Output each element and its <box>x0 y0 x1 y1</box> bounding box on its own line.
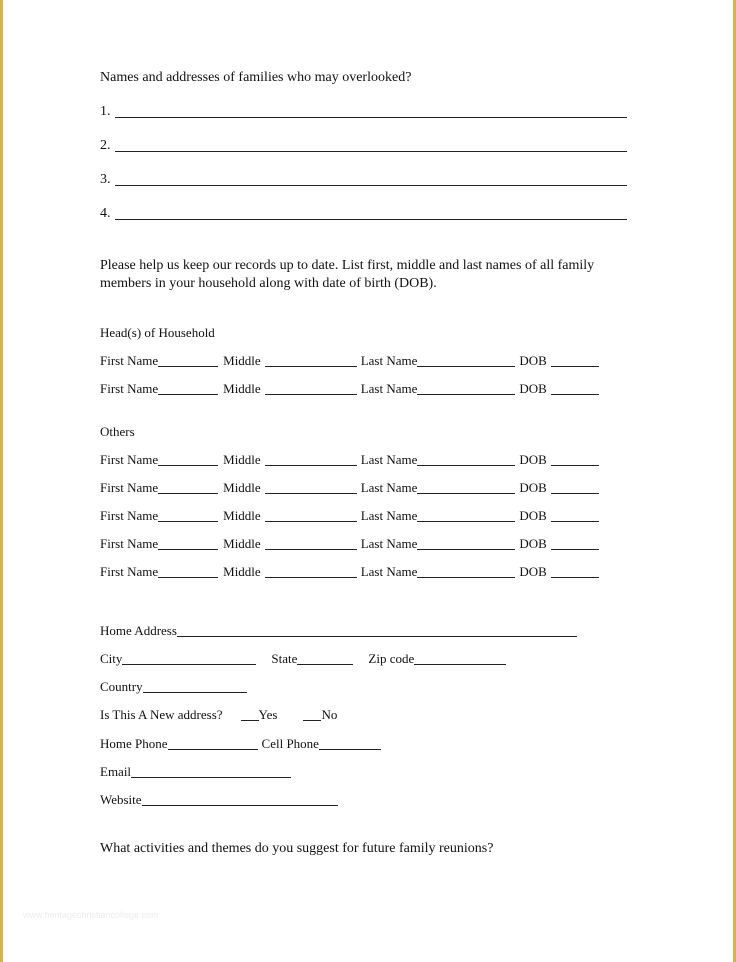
first-name-label: First Name <box>100 353 159 368</box>
new-address-question: Is This A New address? <box>100 707 223 722</box>
first-name-label: First Name <box>100 508 159 523</box>
first-name-label: First Name <box>100 452 159 467</box>
no-blank[interactable] <box>303 708 321 721</box>
last-name-blank[interactable] <box>417 565 515 578</box>
yes-label: Yes <box>258 707 278 722</box>
dob-blank[interactable] <box>551 354 599 367</box>
state-label: State <box>271 651 298 666</box>
first-name-blank[interactable] <box>158 354 218 367</box>
country-row <box>100 679 247 695</box>
email-row <box>100 764 291 780</box>
overlooked-number: 3. <box>100 172 111 187</box>
dob-label: DOB <box>519 536 547 551</box>
form-page <box>3 0 733 962</box>
member-row <box>100 452 599 468</box>
dob-blank[interactable] <box>551 382 599 395</box>
cell-phone-label: Cell Phone <box>261 736 319 751</box>
last-name-blank[interactable] <box>417 537 515 550</box>
zip-label: Zip code <box>368 651 415 666</box>
city-field[interactable] <box>122 652 256 665</box>
new-address-row <box>100 707 337 723</box>
middle-blank[interactable] <box>265 537 357 550</box>
first-name-label: First Name <box>100 480 159 495</box>
member-row <box>100 353 599 369</box>
overlooked-number: 1. <box>100 104 111 119</box>
overlooked-number: 2. <box>100 138 111 153</box>
website-label: Website <box>100 792 142 807</box>
overlooked-line-3[interactable] <box>100 172 627 188</box>
overlooked-line-4[interactable] <box>100 206 627 222</box>
middle-blank[interactable] <box>265 453 357 466</box>
no-label: No <box>321 707 338 722</box>
last-name-label: Last Name <box>360 381 418 396</box>
last-name-label: Last Name <box>360 452 418 467</box>
first-name-blank[interactable] <box>158 509 218 522</box>
dob-blank[interactable] <box>551 537 599 550</box>
zip-field[interactable] <box>414 652 506 665</box>
middle-label: Middle <box>223 508 261 523</box>
others-heading: Others <box>100 424 135 439</box>
last-name-blank[interactable] <box>417 453 515 466</box>
last-name-label: Last Name <box>360 508 418 523</box>
overlooked-blank[interactable] <box>115 206 627 220</box>
dob-blank[interactable] <box>551 509 599 522</box>
home-address-label: Home Address <box>100 623 177 638</box>
city-label: City <box>100 651 123 666</box>
website-row <box>100 792 338 808</box>
activities-question: What activities and themes do you suggest for future family reunions? <box>100 841 494 856</box>
middle-label: Middle <box>223 452 261 467</box>
last-name-label: Last Name <box>360 536 418 551</box>
email-field[interactable] <box>131 765 291 778</box>
last-name-blank[interactable] <box>417 354 515 367</box>
state-field[interactable] <box>297 652 353 665</box>
last-name-blank[interactable] <box>417 481 515 494</box>
middle-label: Middle <box>223 536 261 551</box>
first-name-label: First Name <box>100 564 159 579</box>
dob-label: DOB <box>519 480 547 495</box>
member-row <box>100 536 599 552</box>
intro-line-2: members in your household along with date of birth (DOB). <box>100 276 437 291</box>
middle-blank[interactable] <box>265 565 357 578</box>
country-field[interactable] <box>143 680 247 693</box>
country-label: Country <box>100 679 143 694</box>
overlooked-blank[interactable] <box>115 104 627 118</box>
dob-label: DOB <box>519 353 547 368</box>
yes-blank[interactable] <box>241 708 259 721</box>
overlooked-blank[interactable] <box>115 138 627 152</box>
email-label: Email <box>100 764 132 779</box>
watermark: www.heritagechristiancollege.com <box>23 910 159 920</box>
dob-blank[interactable] <box>551 481 599 494</box>
middle-label: Middle <box>223 353 261 368</box>
city-state-zip-row <box>100 651 506 667</box>
middle-label: Middle <box>223 564 261 579</box>
home-address-field[interactable] <box>177 624 577 637</box>
middle-blank[interactable] <box>265 354 357 367</box>
home-phone-label: Home Phone <box>100 736 168 751</box>
home-address-row <box>100 623 577 639</box>
intro-line-1: Please help us keep our records up to date. List first, middle and last names of all family <box>100 258 595 273</box>
home-phone-field[interactable] <box>168 737 258 750</box>
dob-blank[interactable] <box>551 453 599 466</box>
overlooked-question: Names and addresses of families who may overlooked? <box>100 70 412 85</box>
heads-heading: Head(s) of Household <box>100 325 215 340</box>
middle-blank[interactable] <box>265 481 357 494</box>
middle-label: Middle <box>223 480 261 495</box>
last-name-blank[interactable] <box>417 509 515 522</box>
first-name-blank[interactable] <box>158 382 218 395</box>
first-name-blank[interactable] <box>158 481 218 494</box>
overlooked-line-1[interactable] <box>100 104 627 120</box>
middle-blank[interactable] <box>265 509 357 522</box>
first-name-blank[interactable] <box>158 453 218 466</box>
first-name-blank[interactable] <box>158 565 218 578</box>
member-row <box>100 508 599 524</box>
website-field[interactable] <box>142 793 338 806</box>
last-name-label: Last Name <box>360 480 418 495</box>
middle-label: Middle <box>223 381 261 396</box>
middle-blank[interactable] <box>265 382 357 395</box>
dob-blank[interactable] <box>551 565 599 578</box>
first-name-label: First Name <box>100 381 159 396</box>
last-name-label: Last Name <box>360 353 418 368</box>
overlooked-number: 4. <box>100 206 111 221</box>
member-row <box>100 381 599 397</box>
first-name-label: First Name <box>100 536 159 551</box>
phone-row <box>100 736 381 752</box>
member-row <box>100 564 599 580</box>
last-name-blank[interactable] <box>417 382 515 395</box>
last-name-label: Last Name <box>360 564 418 579</box>
overlooked-blank[interactable] <box>115 172 627 186</box>
member-row <box>100 480 599 496</box>
dob-label: DOB <box>519 564 547 579</box>
cell-phone-field[interactable] <box>319 737 381 750</box>
dob-label: DOB <box>519 508 547 523</box>
dob-label: DOB <box>519 381 547 396</box>
first-name-blank[interactable] <box>158 537 218 550</box>
overlooked-line-2[interactable] <box>100 138 627 154</box>
dob-label: DOB <box>519 452 547 467</box>
